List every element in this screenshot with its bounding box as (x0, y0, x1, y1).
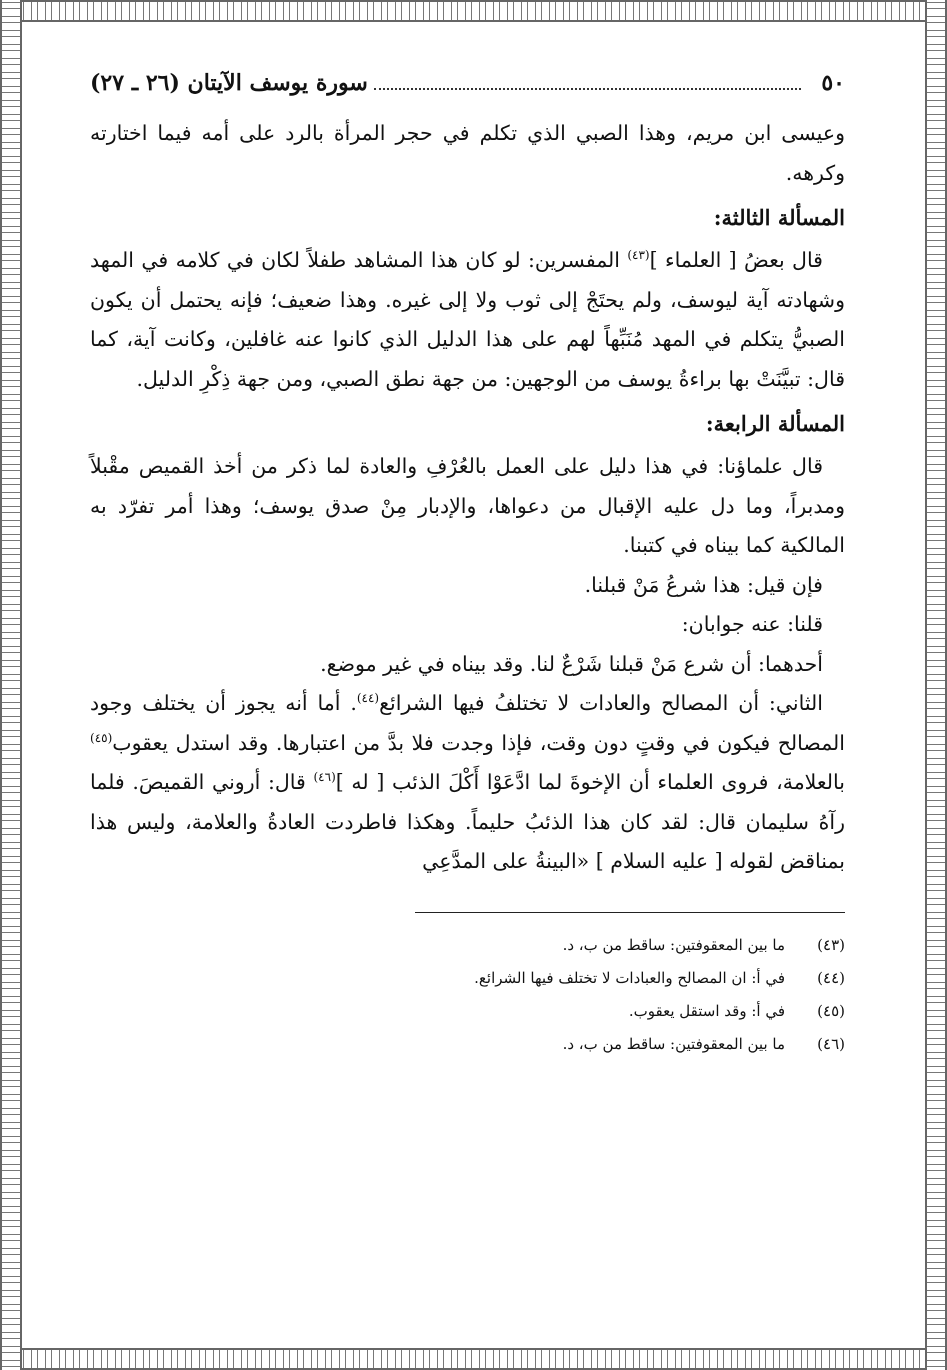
footnote-separator (415, 912, 845, 913)
footnote-text: ما بين المعقوفتين: ساقط من ب، د. (562, 935, 785, 954)
heading-third-issue: المسألة الثالثة: (713, 205, 845, 230)
footnote-item (90, 929, 845, 962)
footnote-ref-44: (٤٤) (356, 691, 380, 706)
paragraph-2-start: قال بعضُ [ العلماء ] (649, 248, 823, 272)
top-border (0, 0, 947, 22)
paragraph-4-part-2: . أما أنه يجوز أن يختلف وجود المصالح فيكون في وقتٍ دون وقت، فإذا وجدت فلا بدَّ من اعتبارها. وقد استدل يعقوب (90, 691, 845, 755)
paragraph-4-part-1: الثاني: أن المصالح والعادات لا تختلفُ فيها الشرائع (379, 691, 823, 715)
running-header (90, 70, 845, 110)
bottom-border (0, 1348, 947, 1370)
page-content (90, 70, 845, 1061)
footnote-item (90, 995, 845, 1028)
footnote-number: (٤٥) (817, 1001, 845, 1020)
footnote-number: (٤٤) (817, 968, 845, 987)
paragraph-3: قال علماؤنا: في هذا دليل على العمل بالعُرْفِ والعادة لما ذكر من أخذ القميص مقْبلاً ومدبراً، وما دل عليه الإقبال من دعواها، والإدبار مِنْ صدق يوسف؛ وهذا أمر تفرّد به المالكية كما بيناه في كتبنا. (90, 454, 845, 557)
paragraph-4-part-3: بالعلامة، فروى العلماء أن الإخوةَ لما ادَّعَوْا أَكْلَ الذئب [ له ] (335, 770, 845, 794)
right-border (925, 0, 947, 1370)
footnote-number: (٤٦) (817, 1034, 845, 1053)
question-line: فإن قيل: هذا شرعُ مَنْ قبلنا. (584, 572, 823, 597)
footnote-item (90, 962, 845, 995)
footnote-ref-43: (٤٣) (627, 248, 650, 263)
footnote-item (90, 1028, 845, 1061)
footnotes (90, 929, 845, 1061)
page-number: ٥٠ (821, 70, 845, 96)
paragraph-2 (90, 241, 845, 399)
paragraph-1: وعيسى ابن مريم، وهذا الصبي الذي تكلم في حجر المرأة بالرد على أمه فيما اختارته وكرهه. (90, 121, 845, 185)
left-border (0, 0, 22, 1370)
header-title: سورة يوسف الآيتان (٢٦ ـ ٢٧) (90, 70, 368, 96)
footnote-text: في أ: وقد استقل يعقوب. (628, 1001, 785, 1020)
footnote-ref-46: (٤٦) (313, 770, 336, 785)
footnote-text: في أ: ان المصالح والعبادات لا تختلف فيها الشرائع. (474, 968, 785, 987)
footnote-number: (٤٣) (817, 935, 845, 954)
header-leader-dots (374, 88, 802, 90)
paragraph-4 (90, 684, 845, 882)
first-answer-line: أحدهما: أن شرع مَنْ قبلنا شَرْعٌ لنا. وقد بيناه في غير موضع. (320, 651, 823, 676)
heading-fourth-issue: المسألة الرابعة: (705, 411, 845, 436)
footnote-ref-45: (٤٥) (90, 730, 113, 745)
answer-intro-line: قلنا: عنه جوابان: (681, 612, 823, 636)
paragraph-2-rest: المفسرين: لو كان هذا المشاهد طفلاً لكان في كلامه في المهد وشهادته آية ليوسف، ولم يحتَجْ إلى ثوب ولا إلى غيره. وهذا ضعيف؛ فإنه يحتمل أن يكون الصبيُّ يتكلم في المهد مُنَبِّهاً لهم على هذا الدليل الذي كانوا عنه غافلين، وكانت آية، كما قال: تبيَّنَتْ بها براءةُ يوسف من الوجهين: من جهة نطق الصبي، ومن جهة ذِكْرِ الدليل. (90, 248, 845, 391)
paragraph-4-part-4: قال: أروني القميصَ. فلما رآهُ سليمان قال: لقد كان هذا الذئبُ حليماً. وهكذا فاطردت العادةُ والعلامة، وليس هذا بمناقض لقوله [ عليه السلام ] «البينةُ على المدَّعِي (90, 770, 845, 873)
footnote-text: ما بين المعقوفتين: ساقط من ب، د. (562, 1034, 785, 1053)
